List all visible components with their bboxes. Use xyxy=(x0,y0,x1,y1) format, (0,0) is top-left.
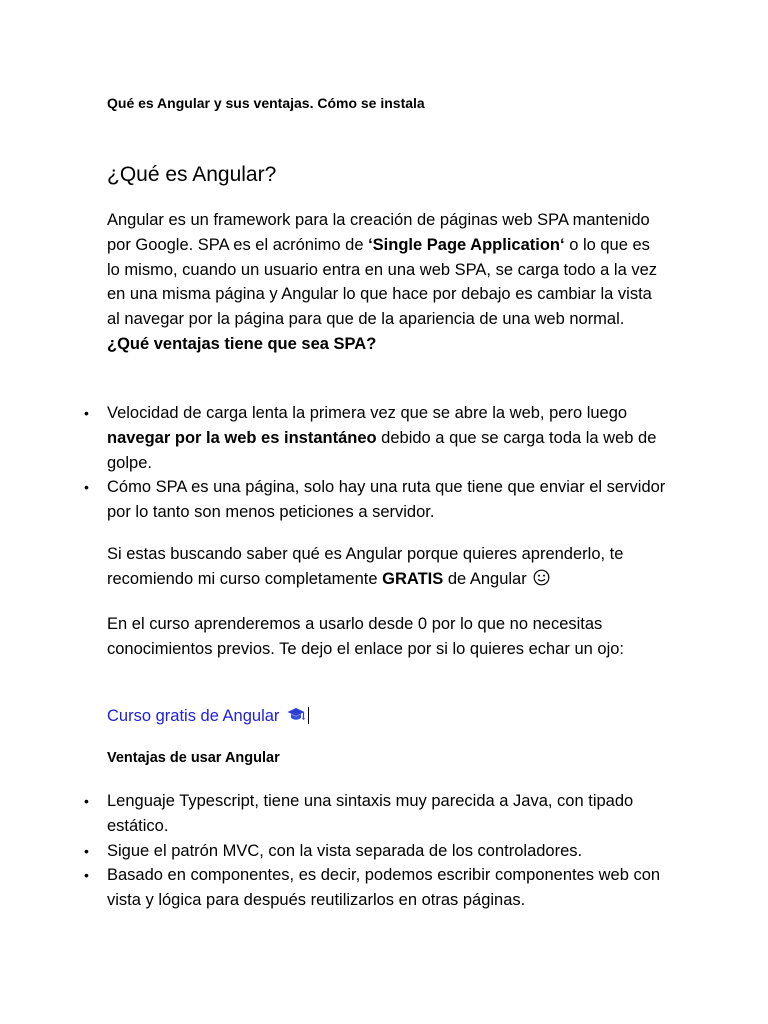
document-title: Qué es Angular y sus ventajas. Cómo se instala xyxy=(107,95,425,111)
course-text-2: de Angular xyxy=(443,569,532,588)
list-item xyxy=(84,839,667,864)
spa-advantages-list xyxy=(84,401,667,525)
bullet: • xyxy=(84,867,89,884)
course-link[interactable] xyxy=(107,704,309,729)
bullet: • xyxy=(84,793,89,809)
list-item-bold: navegar por la web es instantáneo xyxy=(107,428,377,447)
list-item xyxy=(84,401,667,475)
bullet: • xyxy=(84,842,89,859)
list-item-text: Cómo SPA es una página, solo hay una ruta que tiene que enviar el servidor por lo tanto son menos peticiones a servidor. xyxy=(107,478,666,522)
intro-text-1: Angular es un framework para la creación de páginas web SPA mantenido por Google. SPA es el acrónimo de xyxy=(107,211,650,254)
bullet: • xyxy=(84,405,89,421)
course-bold-gratis: GRATIS xyxy=(382,569,444,588)
heading-que-es-angular: ¿Qué es Angular? xyxy=(107,163,277,186)
course-link-label[interactable]: Curso gratis de Angular xyxy=(107,707,285,725)
list-item-text: Sigue el patrón MVC, con la vista separada de los controladores. xyxy=(107,841,583,860)
course-text-1: Si estas buscando saber qué es Angular porque quieres aprenderlo, te recomiendo mi curso completamente xyxy=(107,545,624,588)
intro-text-2: o lo que es lo mismo, cuando un usuario entra en una web SPA, se carga todo a la vez en una misma página y Angular lo que hace por debajo es cambiar la vista al navegar por la página para que de la apariencia de una web normal. xyxy=(107,235,658,329)
link-intro-paragraph: En el curso aprenderemos a usarlo desde 0 por lo que no necesitas conocimientos previos. Te dejo el enlace por si lo quieres echar un ojo: xyxy=(107,615,624,658)
intro-paragraph xyxy=(107,208,667,357)
smiley-icon xyxy=(533,569,550,586)
list-item-text: Velocidad de carga lenta la primera vez que se abre la web, pero luego xyxy=(107,404,628,422)
intro-bold-spa: ‘Single Page Application‘ xyxy=(368,235,565,254)
list-item xyxy=(84,789,667,839)
list-item xyxy=(84,863,667,913)
angular-advantages-list xyxy=(84,789,667,913)
list-item-text: debido a que se carga toda la web de golpe. xyxy=(107,428,657,472)
text-cursor xyxy=(308,707,309,724)
list-item-text: Basado en componentes, es decir, podemos escribir componentes web con vista y lógica para después reutilizarlos en otras páginas. xyxy=(107,866,661,910)
bullet: • xyxy=(84,479,89,496)
intro-bold-question: ¿Qué ventajas tiene que sea SPA? xyxy=(107,334,377,353)
list-item-text: Lenguaje Typescript, tiene una sintaxis muy parecida a Java, con tipado estático. xyxy=(107,792,634,835)
graduation-cap-icon xyxy=(287,707,305,723)
course-paragraph xyxy=(107,542,667,592)
ventajas-heading: Ventajas de usar Angular xyxy=(107,750,280,766)
list-item xyxy=(84,475,667,525)
